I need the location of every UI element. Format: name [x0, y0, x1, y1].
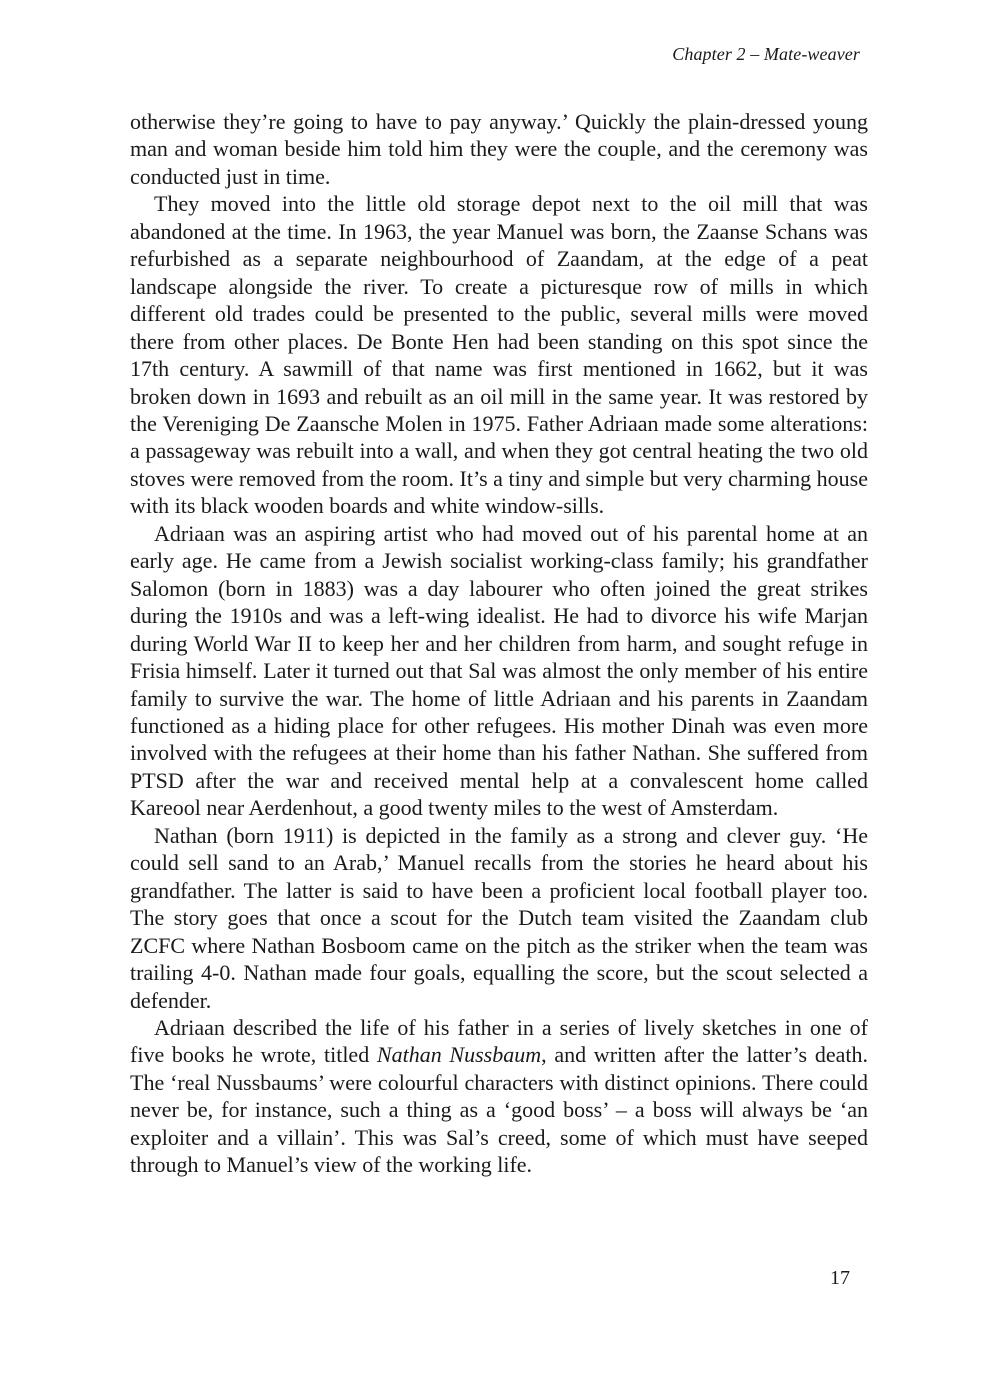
paragraph: Nathan (born 1911) is depicted in the family as a strong and clever guy. ‘He could sell sand to an Arab,’ Manuel recalls from the stories he heard about his grandfather. The latter is said to have been a proficient local football player too. The story goes that once a scout for the Dutch team visited the Zaandam club ZCFC where Nathan Bosboom came on the pitch as the striker when the team was trailing 4-0. Nathan made four goals, equalling the score, but the scout selected a defender.	[130, 822, 868, 1013]
paragraph: They moved into the little old storage depot next to the oil mill that was abandoned at the time. In 1963, the year Manuel was born, the Zaanse Schans was refurbished as a separate neighbourhood of Zaandam, at the edge of a peat landscape alongside the river. To create a picturesque row of mills in which different old trades could be presented to the public, several mills were moved there from other places. De Bonte Hen had been standing on this spot since the 17th century. A sawmill of that name was first mentioned in 1662, but it was broken down in 1693 and rebuilt as an oil mill in the same year. It was restored by the Vereniging De Zaansche Molen in 1975. Father Adriaan made some alterations: a passageway was rebuilt into a wall, and when they got central heating the two old stoves were removed from the room. It’s a tiny and simple but very charming house with its black wooden boards and white window-sills.	[130, 191, 868, 519]
book-title: Nathan Nussbaum	[376, 1042, 542, 1068]
paragraph-text: , and written after the latter’s death. The ‘real Nussbaums’ were colourful characters with distinct opinions. There could never be, for instance, such a thing as a ‘good boss’ – a boss will always be ‘an exploiter and a villain’. This was Sal’s creed, some of which must have seeped through to Manuel’s view of the working life.	[130, 1042, 868, 1178]
paragraph-text: Adriaan described the life of his father in a series of lively sketches in one of five books he wrote, titled	[130, 1014, 868, 1068]
paragraph: Adriaan was an aspiring artist who had moved out of his parental home at an early age. He came from a Jewish socialist working-class family; his grandfather Salomon (born in 1883) was a day labourer who often joined the great strikes during the 1910s and was a left-wing idealist. He had to divorce his wife Marjan during World War II to keep her and her children from harm, and sought refuge in Frisia himself. Later it turned out that Sal was almost the only member of his entire family to survive the war. The home of little Adriaan and his parents in Zaandam functioned as a hiding place for other refugees. His mother Dinah was even more involved with the refugees at their home than his father Nathan. She suffered from PTSD after the war and received mental help at a convalescent home called Kareool near Aerdenhout, a good twenty miles to the west of Amsterdam.	[130, 520, 868, 821]
paragraph: otherwise they’re going to have to pay anyway.’ Quickly the plain-dressed young man and woman beside him told him they were the couple, and the ceremony was conducted just in time.	[130, 109, 868, 189]
page-number: 17	[830, 1267, 850, 1289]
paragraph	[130, 1014, 868, 1179]
running-head: Chapter 2 – Mate-weaver	[672, 44, 860, 64]
body-text	[130, 108, 868, 1179]
